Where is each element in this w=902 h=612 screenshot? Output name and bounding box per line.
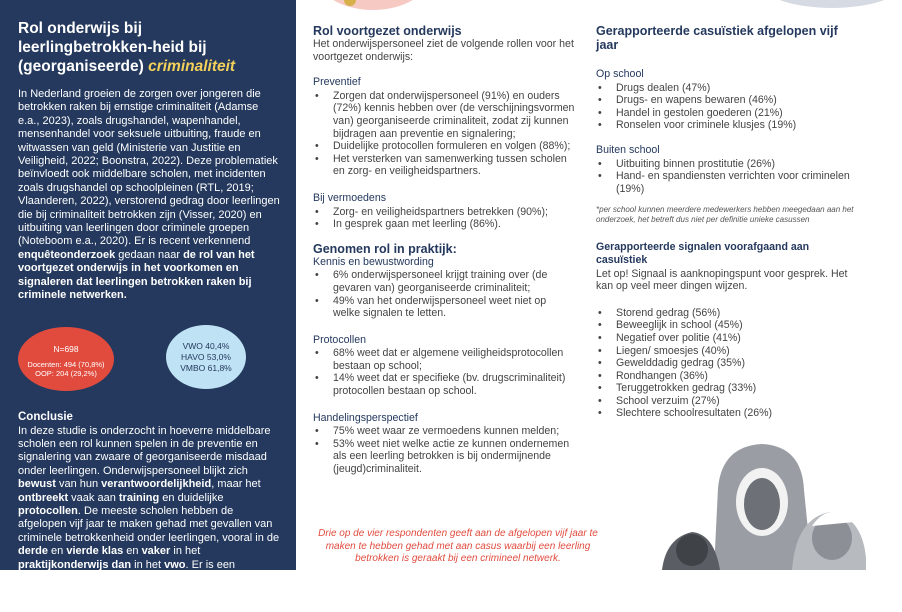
emphasis-text: training: [119, 492, 159, 504]
vermoedens-list: [313, 206, 575, 231]
casuistiek-heading: Gerapporteerde casuïstiek afgelopen vijf jaar: [596, 24, 854, 52]
list-item: • Ronselen voor criminele klusjes (19%): [596, 119, 854, 132]
body-text: . Er is een: [186, 559, 236, 571]
body-text: en: [169, 572, 187, 584]
list-item: • Duidelijke protocollen formuleren en volgen (88%);: [313, 140, 575, 153]
emphasis-text: bewust: [18, 478, 56, 490]
list-item: • Zorg- en veiligheidspartners betrekken (90%);: [313, 206, 575, 219]
respondent-stats: [18, 321, 280, 399]
emphasis-text: vierde klas: [66, 545, 123, 557]
hooded-figures-illustration: [662, 438, 870, 570]
list-item: • Zorgen dat onderwijspersoneel (91%) en ouders (72%) kennis hebben over (de verschijningsvormen van) georganiseerde criminaliteit, zodat zij kunnen bijdragen aan preventie en signalering;: [313, 90, 575, 140]
signalen-list: [596, 307, 854, 420]
handeling-list: [313, 425, 575, 475]
right-column: [596, 24, 854, 420]
preventief-label: Preventief: [313, 76, 575, 89]
body-text: vaak aan: [68, 492, 119, 504]
body-text: van hun: [56, 478, 101, 490]
body-text: en: [48, 545, 66, 557]
list-item: • Teruggetrokken gedrag (33%): [596, 382, 854, 395]
preventief-list: [313, 90, 575, 178]
opschool-label: Op school: [596, 68, 854, 81]
list-item: • In gesprek gaan met leerling (86%).: [313, 218, 575, 231]
list-item: • Het versterken van samenwerking tussen scholen en zorg- en veiligheidspartners.: [313, 153, 575, 178]
list-item: • Storend gedrag (56%): [596, 307, 854, 320]
body-text: en duidelijke: [159, 492, 223, 504]
handeling-label: Handelingsperspectief: [313, 412, 575, 425]
emphasis-text: training: [129, 572, 169, 584]
list-item: • 53% weet niet welke actie ze kunnen ondernemen als een leerling betrokken is bij ondermijnende (jeugd)criminaliteit.: [313, 438, 575, 476]
signalen-heading: Gerapporteerde signalen voorafgaand aan casuïstiek: [596, 241, 854, 266]
list-item: • Uitbuiting binnen prostitutie (26%): [596, 158, 854, 171]
list-item: • Drugs dealen (47%): [596, 82, 854, 95]
list-item: • Rondhangen (36%): [596, 370, 854, 383]
emphasis-text: samenwerking: [187, 572, 263, 584]
emphasis-text: verantwoordelijkheid: [101, 478, 211, 490]
respondent-count-oval: N=698 Docenten: 494 (70,8%) OOP: 204 (29,2%): [18, 327, 114, 391]
kennis-list: [313, 269, 575, 319]
emphasis-text: derde: [18, 545, 48, 557]
conclusion-text: [18, 425, 280, 612]
list-item: • Beweeglijk in school (45%): [596, 319, 854, 332]
body-text: . De meeste scholen hebben de afgelopen vijf jaar te maken gehad met gevallen van criminele betrokkenheid onder leerlingen, vooral in de: [18, 505, 279, 544]
emphasis-text: de rol van het voortgezet onderwijs in het voorkomen en signaleren dat leerlingen betrokken raken bij criminele netwerken.: [18, 249, 255, 301]
list-item: • Hand- en spandiensten verrichten voor criminelen (19%): [596, 170, 854, 195]
opschool-list: [596, 82, 854, 132]
left-panel: [0, 0, 296, 570]
conclusion-heading: Conclusie: [18, 411, 280, 423]
body-text: met veiligheidspartners om tijdig signalen te herkennen en op te volgen.: [18, 585, 231, 610]
list-item: • 49% van het onderwijspersoneel weet niet op welke signalen te letten.: [313, 295, 575, 320]
list-item: • School verzuim (27%): [596, 395, 854, 408]
body-text: gedaan naar: [115, 249, 183, 261]
emphasis-text: enquêteonderzoek: [18, 249, 115, 261]
list-item: • Gewelddadig gedrag (35%): [596, 357, 854, 370]
buiten-list: [596, 158, 854, 196]
body-text: In deze studie is onderzocht in hoeverre middelbare scholen een rol kunnen spelen in de preventie en signalering van zwaare of georganiseerde misdaad onder leerlingen. Onderwijspersoneel blijkt zich: [18, 425, 271, 477]
decorative-grey-circle: [762, 0, 902, 8]
body-text: In Nederland groeien de zorgen over jongeren die betrokken raken bij ernstige criminaliteit (Adamse e.a., 2023), zoals drugshandel, wapenhandel, mensenhandel voor seksuele uitbuiting, fraude en witwassen van geld (Ministerie van Justitie en Veiligheid, 2022; Boonstra, 2022). Deze problematiek beïnvloedt ook middelbare scholen, met incidenten zoals drugshandel op schoolpleinen (RTL, 2019; Vlaanderen, 2022), verstorend gedrag door leerlingen die bij criminaliteit betrokken zijn (Visser, 2020) en uitbuiting van leerlingen door criminele groepen (Noteboom e.a., 2020). Er is recent verkennend: [18, 88, 280, 247]
list-item: • Negatief over politie (41%): [596, 332, 854, 345]
middle-column: [313, 24, 575, 476]
body-text: in het: [131, 559, 164, 571]
emphasis-text: ontbreekt: [18, 492, 68, 504]
list-item: • 68% weet dat er algemene veiligheidsprotocollen bestaan op school;: [313, 347, 575, 372]
protocollen-list: [313, 347, 575, 397]
kennis-label: Kennis en bewustwording: [313, 256, 575, 269]
rol-intro: Het onderwijspersoneel ziet de volgende rollen voor het voortgezet onderwijs:: [313, 38, 575, 63]
list-item: • 75% weet waar ze vermoedens kunnen melden;: [313, 425, 575, 438]
body-text: , maar het: [211, 478, 261, 490]
list-item: • Liegen/ smoesjes (40%): [596, 345, 854, 358]
body-text: aan verdere: [64, 572, 129, 584]
genomen-heading: Genomen rol in praktijk:: [313, 242, 575, 256]
intro-text: [18, 88, 280, 303]
emphasis-text: behoefte: [18, 572, 64, 584]
emphasis-text: vwo: [164, 559, 185, 571]
emphasis-text: protocollen: [18, 505, 78, 517]
rol-heading: Rol voortgezet onderwijs: [313, 24, 575, 38]
emphasis-text: praktijkonderwijs dan: [18, 559, 131, 571]
vermoedens-label: Bij vermoedens: [313, 192, 575, 205]
body-text: en: [123, 545, 141, 557]
poster-title: Rol onderwijs bij leerlingbetrokken-heid bij (georganiseerde) criminaliteit: [18, 19, 280, 76]
footnote: *per school kunnen meerdere medewerkers hebben meegedaan aan het onderzoek, het betreft dus niet per definitie unieke casussen: [596, 205, 854, 225]
signalen-intro: Let op! Signaal is aanknopingspunt voor gesprek. Het kan op veel meer dingen wijzen.: [596, 268, 854, 293]
list-item: • Slechtere schoolresultaten (26%): [596, 407, 854, 420]
list-item: • Drugs- en wapens bewaren (46%): [596, 94, 854, 107]
body-text: in het: [170, 545, 200, 557]
school-level-oval: VWO 40,4% HAVO 53,0% VMBO 61,8%: [166, 325, 246, 389]
decorative-pink-circle: [318, 0, 428, 10]
list-item: • Handel in gestolen goederen (21%): [596, 107, 854, 120]
list-item: • 14% weet dat er specifieke (bv. drugscriminaliteit) protocollen bestaan op school.: [313, 372, 575, 397]
key-quote: Drie op de vier respondenten geeft aan de afgelopen vijf jaar te maken te hebben gehad met aan casus waarbij een leerling betrokken is geraakt bij een crimineel netwerk.: [313, 528, 603, 566]
buiten-label: Buiten school: [596, 144, 854, 157]
protocollen-label: Protocollen: [313, 334, 575, 347]
emphasis-text: vaker: [142, 545, 171, 557]
list-item: • 6% onderwijspersoneel krijgt training over (de gevaren van) georganiseerde criminaliteit;: [313, 269, 575, 294]
